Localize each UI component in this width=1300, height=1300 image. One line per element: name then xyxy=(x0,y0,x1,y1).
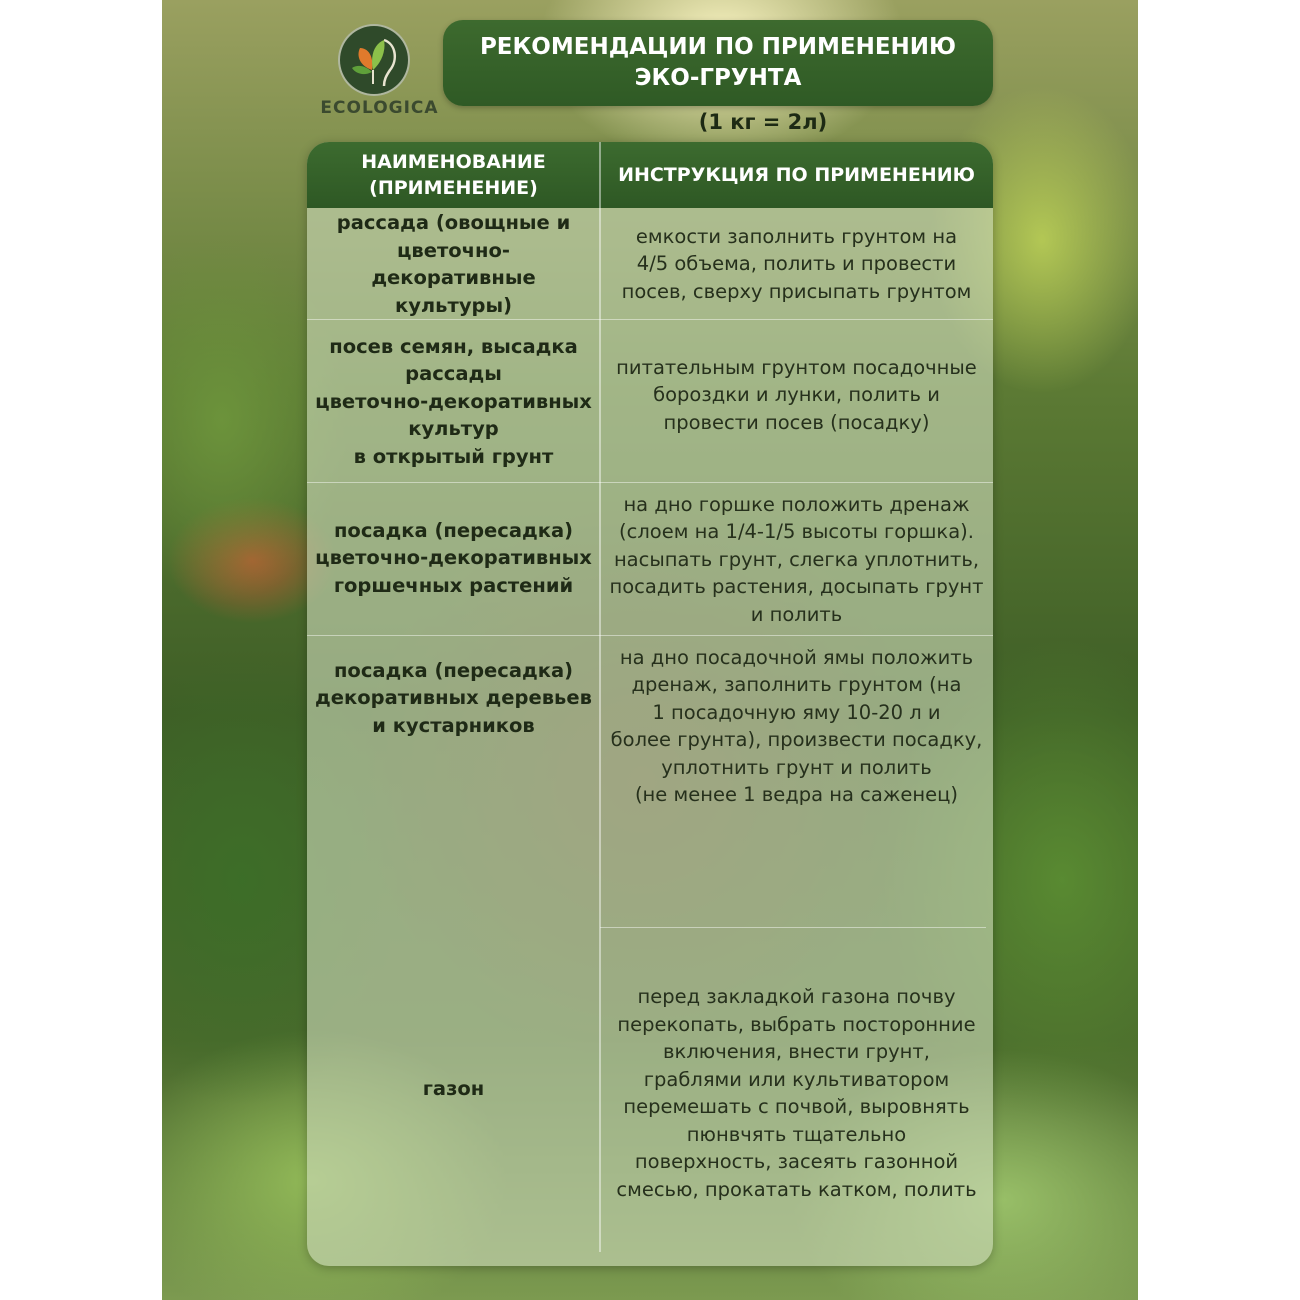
page-title-line-2: ЭКО-ГРУНТА xyxy=(634,65,802,91)
table-row xyxy=(307,483,993,636)
header-name: НАИМЕНОВАНИЕ (ПРИМЕНЕНИЕ) xyxy=(361,151,546,199)
row-instruction: емкости заполнить грунтом на 4/5 объема, полить и провести посев, сверху присыпать грунтом xyxy=(621,224,972,303)
row-instruction: на дно посадочной ямы положить дренаж, заполнить грунтом (на 1 посадочную яму 10-20 л и более грунта), произвести посадку, уплотнить грунт и полить (не менее 1 ведра на саженец) xyxy=(610,645,983,806)
row-name: рассада (овощные и цветочно-декоративные культуры) xyxy=(336,211,571,317)
table-row xyxy=(307,208,993,320)
page-title-line-1: РЕКОМЕНДАЦИИ ПО ПРИМЕНЕНИЮ xyxy=(479,34,957,60)
leaf-face-logo-icon xyxy=(338,24,410,96)
row-instruction: на дно горшке положить дренаж (слоем на 1/4-1/5 высоты горшка). насыпать грунт, слегка уплотнить, посадить растения, досыпать грунт и полить xyxy=(609,492,984,626)
table-row xyxy=(307,636,993,928)
row-instruction: питательным грунтом посадочные бороздки и лунки, полить и провести посев (посадку) xyxy=(616,355,977,434)
row-name: посадка (пересадка) цветочно-декоративных горшечных растений xyxy=(315,518,592,597)
recommendations-table xyxy=(307,142,993,1266)
header-instruction: ИНСТРУКЦИЯ ПО ПРИМЕНЕНИЮ xyxy=(618,164,975,186)
ratio-subtitle: (1 кг = 2л) xyxy=(698,110,828,134)
poster xyxy=(162,0,1138,1300)
brand-name: ECOLOGICA xyxy=(320,98,439,118)
row-name: газон xyxy=(422,1077,485,1101)
table-row xyxy=(307,320,993,483)
row-name: посев семян, высадка рассады цветочно-декоративных культур в открытый грунт xyxy=(315,334,592,468)
table-row xyxy=(307,928,993,1258)
row-instruction: перед закладкой газона почву перекопать, выбрать посторонние включения, внести грунт, граблями или культиватором перемешать с почвой, выровнять пюнвчять тщательно поверхность, засеять газонной смесью, прокатать катком, полить xyxy=(616,985,977,1201)
row-name: посадка (пересадка) декоративных деревьев и кустарников xyxy=(315,658,592,737)
brand-logo xyxy=(312,20,447,120)
title-banner xyxy=(443,20,993,106)
table-header xyxy=(307,142,993,208)
